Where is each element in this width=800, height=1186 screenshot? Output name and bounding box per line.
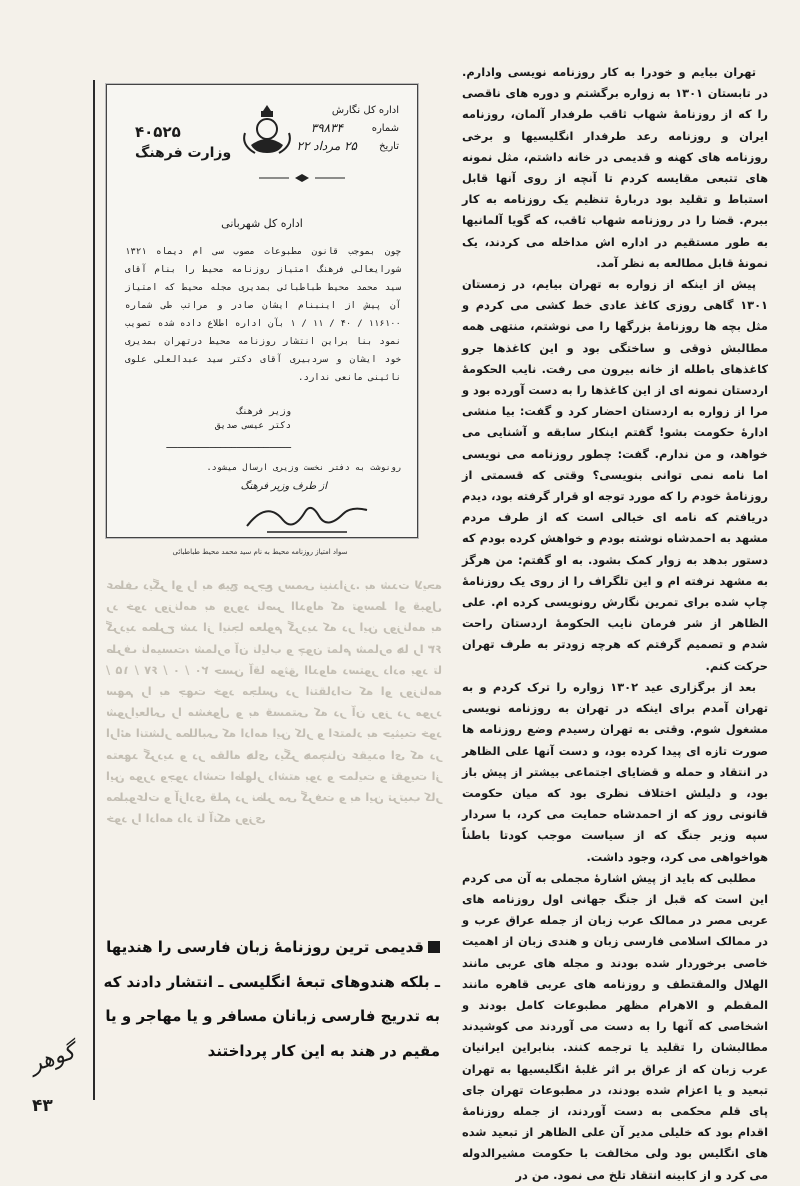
decree-date-value: ۲۵ مرداد ۲۲: [296, 139, 357, 153]
decree-minister-title: وزیر فرهنگ: [236, 407, 291, 417]
decree-ministry-title: وزارت فرهنگ: [135, 145, 232, 161]
article-paragraph: بعد از برگزاری عید ۱۳۰۲ زواره را ترک کردم و به تهران آمدم برای اینکه در تهران به روزنامه نویسی مشغول شوم. وقتی به تهران رسیدم وضع روزنامه ها صورت تازه ای پیدا کرده بود، و دست آنها علی الظاهر در انتقاد و حمله و قضایای اجتماعی بیشتر از پیش باز بود، و دلیلش اختلاف نظری بود که میان حکومت قانونی روز که از احمدشاه حمایت می کرد، با سردار سپه وزیر جنگ که از سیاست موجب کودتا باطناً هواخواهی می کرد، وجود داشت.: [462, 679, 768, 864]
decree-caption: سواد امتیاز روزنامه محیط به نام سید محمد محیط طباطبائی: [172, 548, 348, 556]
decree-copy-note: رونوشت به دفتر نخست وزیری ارسال میشود.: [206, 463, 401, 473]
decree-facsimile: [106, 84, 418, 538]
pull-quote: [100, 930, 440, 1068]
lion-and-sun-crest-icon: [237, 101, 297, 159]
decree-body: چون بموجب قانون مطبوعات مصوب سی ام دیماه ۱۳۲۱ شورایعالی فرهنگ امتیاز روزنامه محیط را بنام آقای سید محمد محیط طباطبائی بمدیری مجله محیط که امتیاز آن پیش از اینبنام ایشان صادر و مراتب طی شماره ۱۱۶۱۰۰ / ۴۰ / ۱۱ / ۱ بآن اداره اطلاع داده شده تصویب نمود بنا براین انتشار روزنامه محیط درتهران بمدیری خود ایشان و سردبیری آقای دکتر سید عبدالعلی علوی نائینی مانعی ندارد.: [125, 247, 401, 383]
decree-copy-signer: از طرف وزیر فرهنگ: [240, 481, 327, 492]
pull-quote-marker-icon: [428, 941, 440, 953]
column-rule: [93, 80, 95, 1100]
decree-number-value: ۳۹۸۳۴: [310, 121, 343, 135]
decree-reference-number: ۴۰۵۲۵: [135, 123, 181, 141]
ornament-divider-icon: [257, 173, 347, 183]
signature-scribble-icon: [237, 493, 377, 543]
decree-dash-line: ـــــــــــــــــــــــ: [166, 441, 291, 451]
bleed-through-text: عطف دیگر او را به هیچ مرجع رسمی نیندازد. به شدت لایحه رد خود روزنامه به ورود ناصر الدوله که توسط او قبول گردید مطرح شد از اینجا معلوم گردید که در این روزنامه به طرف نامیست، شماره آن نایاب و چون تمام شماره ها را ۶۳ / ۱۵ / ۶۷ / ۰ / ۲۰ حسن آقا موثق الدوله دستور داده بود تا سهم را به جهت خود مجلس در انتقادات که او روزنامه شورایعالی را مشغول و به قسمتی که در آن روز در مورد ارائه انتشار مطالبی که ادامه این کار و اعتماد به حیثیت خود متعهد گردید و در مقاله های دیگر همچنان عقیده ای که در این مورد وجود داشت اظهار داشته بود و حمایت و تقویت از مطبوعات و آزادی قلم در نظر می گرفت و به این ترتیب کار خود را ادامه داد تا آنکه روزی: [105, 578, 442, 826]
article-paragraph: مطلبی که باید از پیش اشارهٔ مجملی به آن می کردم این است که قبل از جنگ جهانی اول روزنامه های عربی مصر در ممالک عرب زبان از جمله عراق عرب و در ممالک اسلامی فارسی زبان و هندی زبان از اهمیت خاصی برخوردار شده بودند و مجله های عربی مانند الهلال والمقتطف و روزنامه های عربی قاهره مانند المقطم و الاهرام مظهر مطبوعات کامل بودند و اشخاصی که آنها را به دست می آوردند می کوشیدند مطالبشان را تقلید یا ترجمه کنند. بنابراین ایرانیان عرب زبان که از عراق بر اثر غلبهٔ انگلیسیها به تهران تبعید و یا اعزام شده بودند، در مطبوعات تهران جای پای قلم محکمی به دست آوردند، از جمله روزنامهٔ اقدام بود که خلیلی مدیر آن علی الظاهر از تبعید شده های انگلیس بود ولی مخالفت با حکومت مشیرالدوله می کرد و از کابینه انتقاد تلخ می نمود. من در: [462, 870, 768, 1182]
article-paragraph: پیش از اینکه از زواره به تهران بیایم، در زمستان ۱۳۰۱ گاهی روزی کاغذ عادی خط کشی می کردم و مثل بچه ها روزنامهٔ بزرگها را می نوشتم، منتهی همه مطالبش ذوقی و ساختگی بود و این کاغذها جرو کاغذهای باطله از خانه بیرون می رفت. نایب الحکومهٔ اردستان نمونه ای از این کاغذها را به دست آورده بود و مرا از زواره به اردستان احضار کرد و گفت: بیا منشی ادارهٔ حکومت بشو! گفتم اینکار سابقه و آشنایی می خواهد، و من ندارم. گفت: چطور روزنامه می نویسی اما نامه نمی توانی بنویسی؟ وقتی که قسمتی از روزنامهٔ خودم را که مورد توجه او قرار گرفته بود، دیدم دریافتم که نامه ای خیالی است که از طرف مردم مشهد به احمدشاه نوشته بودم و خواهش کرده بودم که دستور بدهد به زوار کمک بشود. به او گفتم: من هرگز به مشهد نرفته ام و این تلگراف را از روی یک روزنامهٔ چاپ شده برای تمرین نگارش رونویسی کرده ام. علی الظاهر از شر فرمان نایب الحکومهٔ اردستان راحت شدم و تصمیم گرفتم که هرچه زودتر به طرف تهران حرکت کنم.: [462, 277, 768, 673]
pull-quote-text: قدیمی ترین روزنامهٔ زبان فارسی را هندیها ـ بلکه هندوهای تبعهٔ انگلیسی ـ انتشار دادند که به تدریج فارسی زبانان مسافر و یا مهاجر و یا مقیم در هند به این کار پرداختند: [103, 938, 440, 1060]
article-paragraph: تهران بیایم و خودرا به کار روزنامه نویسی وادارم. در تابستان ۱۳۰۱ به زواره برگشتم و دوره های ناقصی را که از روزنامهٔ شهاب ثاقب طرفدار آلمان، روزنامه ایران و روزنامه رعد طرفدار انگلیسیها و برخی روزنامه های کهنه و قدیمی در خانه داشتم، مثل نمونه های تتبعی مقایسه کردم تا آنچه از روی آنها قابل استباط و تقلید بود دربارهٔ تنظیم یک روزنامه به کار ببرم. قضا را در روزنامه شهاب ثاقب، که گویا آلمانیها به طور مستقیم در اداره اش مداخله می کردند، یک نمونهٔ قابل مطالعه به نظر آمد.: [462, 65, 769, 270]
page-number: ۴۳: [32, 1096, 53, 1116]
decree-date-label: تاریخ: [379, 141, 399, 152]
decree-minister-name: دکتر عیسی صدیق: [215, 421, 291, 431]
decree-number-label: شماره: [371, 123, 399, 134]
magazine-logo: گوهر: [27, 1039, 79, 1078]
decree-office-label: اداره کل نگارش: [331, 105, 399, 116]
decree-addressee: اداره کل شهربانی: [221, 217, 303, 230]
article-body: [462, 62, 769, 1182]
